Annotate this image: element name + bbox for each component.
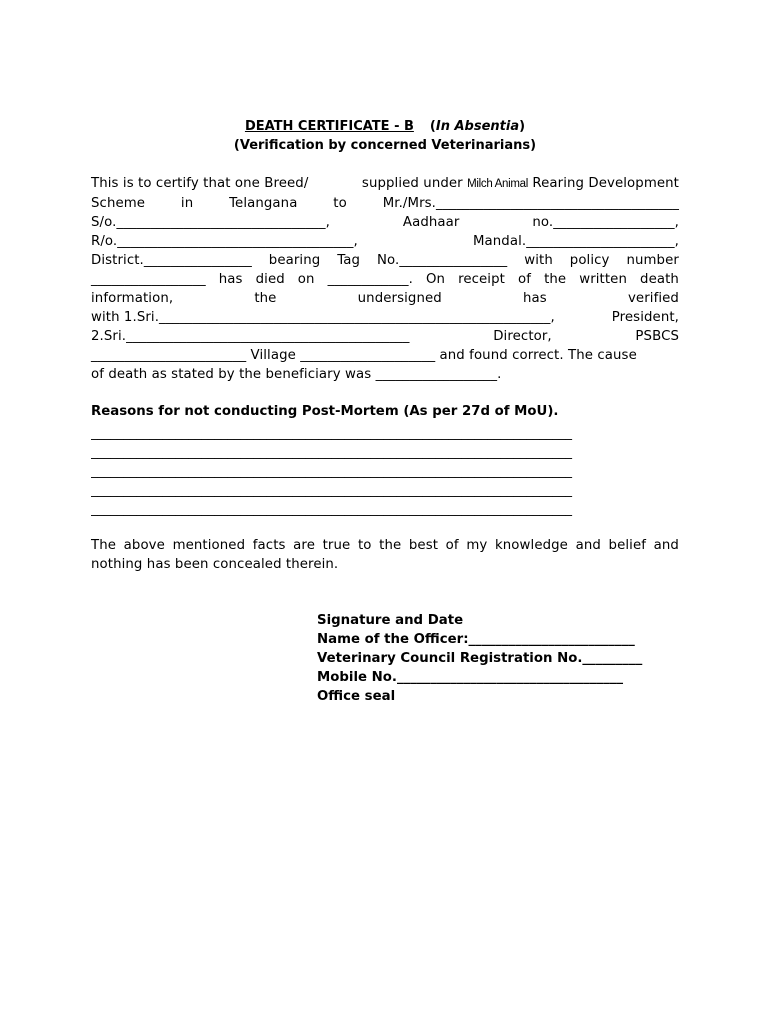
reason-blank-line: __________________________________________________________________________ [91,483,572,498]
certify-paragraph [91,174,679,384]
vcr-number-field: Veterinary Council Registration No._________ [317,651,643,666]
certify-line-6: _________________ has died on ____________. On receipt of the written death [91,272,679,287]
reason-blank-line: __________________________________________________________________________ [91,502,572,517]
mobile-number-field: Mobile No.__________________________________ [317,670,624,685]
officer-name-field: Name of the Officer:_________________________ [317,632,635,647]
absentia-label: In Absentia [435,119,520,134]
reason-blank-line: __________________________________________________________________________ [91,464,572,479]
certify-line-8: with 1.Sri.__________________________________________________________, President, [91,310,679,325]
certify-line-3: S/o._______________________________, Aadhaar no.__________________, [91,215,679,230]
absentia-close: ) [519,119,526,134]
certify-text: This is to certify that one Breed/ [91,176,309,191]
office-seal-label: Office seal [317,689,396,704]
certify-line-11: of death as stated by the beneficiary was __________________. [91,367,502,382]
certify-line-9: 2.Sri.__________________________________________ Director, PSBCS [91,329,679,344]
document-subtitle: (Verification by concerned Veterinarians) [233,138,537,153]
declaration-line-1: The above mentioned facts are true to the best of my knowledge and belief and [91,538,679,553]
certify-line-1 [91,174,679,194]
certify-line-4: R/o.___________________________________, Mandal.______________________, [91,234,679,249]
reasons-blank-lines [91,424,631,519]
signature-date-label: Signature and Date [317,613,464,628]
reason-blank-line: __________________________________________________________________________ [91,445,572,460]
reason-blank-line: __________________________________________________________________________ [91,426,572,441]
absentia-open: ( [429,119,436,134]
signature-block [317,611,642,706]
certify-line-5: District.________________ bearing Tag No.________________ with policy number [91,253,679,268]
certify-text: supplied under Milch Animal Rearing Development [361,176,679,191]
certify-line-2: Scheme in Telangana to Mr./Mrs.____________________________________ [91,196,679,211]
declaration-line-2: nothing has been concealed therein. [91,557,339,572]
certificate-title: DEATH CERTIFICATE - B [244,119,414,134]
declaration-paragraph [91,536,679,574]
document-title [0,117,770,136]
reasons-heading: Reasons for not conducting Post-Mortem (As per 27d of MoU). [91,404,559,419]
certify-line-10: _______________________ Village ____________________ and found correct. The cause [91,348,637,363]
breed-name: Milch Animal [467,178,529,190]
certify-line-7: information, the undersigned has verified [91,291,679,306]
